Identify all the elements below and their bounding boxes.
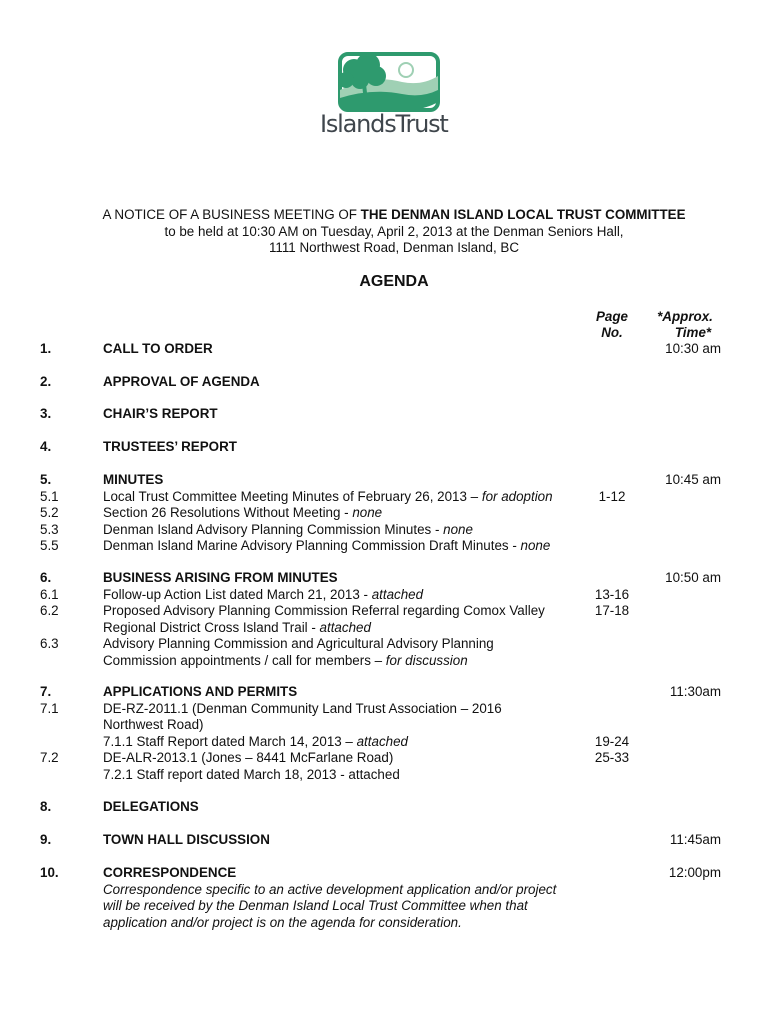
sub-item-note: none — [520, 538, 551, 553]
item-title: APPLICATIONS AND PERMITS — [103, 684, 298, 699]
page-number: 1-12 — [598, 488, 626, 504]
item-number: 2. — [40, 374, 52, 389]
item-title: DELEGATIONS — [103, 799, 199, 814]
time-column-header — [648, 309, 722, 340]
page-number: 19-24 — [594, 733, 630, 749]
agenda-item-3 — [40, 406, 730, 423]
sub-item-7-2 — [40, 750, 730, 767]
item-time: 12:00pm — [668, 865, 721, 880]
item-number: 5. — [40, 472, 52, 487]
agenda-title: AGENDA — [359, 273, 429, 290]
item-time: 10:45 am — [665, 472, 721, 487]
page-column-header — [590, 309, 634, 340]
sub-item-note: none — [352, 505, 383, 520]
sub-item-text: Denman Island Advisory Planning Commission Minutes - — [103, 521, 444, 537]
agenda-item-6 — [40, 570, 730, 669]
item-title: TOWN HALL DISCUSSION — [103, 832, 270, 847]
page-header-line-1: Page — [595, 309, 628, 324]
sub-item-text: Commission appointments / call for members – — [103, 652, 386, 668]
sub-item-number: 6.1 — [40, 586, 59, 602]
item-title: CALL TO ORDER — [103, 341, 213, 356]
sub-item-number: 7.1 — [40, 700, 59, 716]
sub-item-number: 6.3 — [40, 636, 59, 651]
sub-item-text: Regional District Cross Island Trail - — [103, 619, 320, 635]
sub-item-number: 5.3 — [40, 521, 59, 537]
item-title: CHAIR’S REPORT — [103, 406, 218, 421]
agenda-item-1 — [40, 341, 730, 358]
agenda-item-5 — [40, 472, 730, 555]
item-description: application and/or project is on the agenda for consideration. — [103, 914, 462, 930]
page-number: 25-33 — [594, 750, 630, 765]
item-title: CORRESPONDENCE — [103, 865, 237, 880]
item-number: 7. — [40, 684, 52, 699]
sub-item-text: Section 26 Resolutions Without Meeting - — [103, 505, 353, 520]
page-number: 17-18 — [594, 603, 630, 618]
item-number: 8. — [40, 799, 52, 814]
sub-item-text: Northwest Road) — [103, 717, 204, 732]
agenda-item-7 — [40, 684, 730, 783]
agenda-item-10 — [40, 865, 730, 931]
sub-item-7-1 — [40, 701, 730, 718]
item-number: 6. — [40, 570, 52, 585]
item-title: TRUSTEES’ REPORT — [103, 439, 237, 454]
item-number: 9. — [40, 832, 52, 847]
sub-item-text: 7.1.1 Staff Report dated March 14, 2013 – — [103, 733, 357, 749]
notice-line-2: to be held at 10:30 AM on Tuesday, April 2, 2013 at the Denman Seniors Hall, — [164, 223, 624, 239]
agenda-item-8 — [40, 799, 730, 816]
item-number: 10. — [40, 865, 59, 880]
sub-item-text: Proposed Advisory Planning Commission Referral regarding Comox Valley — [103, 603, 545, 618]
item-number: 3. — [40, 406, 52, 421]
sub-item-5-5 — [40, 538, 730, 555]
sub-item-number: 5.2 — [40, 505, 59, 520]
sub-item-text: DE-RZ-2011.1 (Denman Community Land Trust Association – 2016 — [103, 700, 502, 716]
logo-wordmark: IslandsTrust — [320, 110, 448, 138]
sub-item-text: DE-ALR-2013.1 (Jones – 8441 McFarlane Road) — [103, 750, 394, 765]
sub-item-6-2-cont — [40, 620, 730, 637]
sub-item-6-3 — [40, 636, 730, 653]
item-title: APPROVAL OF AGENDA — [103, 374, 260, 389]
sub-item-note: for adoption — [481, 488, 553, 504]
sub-item-7-2-1 — [40, 767, 730, 784]
sub-item-6-1 — [40, 587, 730, 604]
sub-item-note: attached — [356, 733, 408, 749]
sub-item-5-1 — [40, 489, 730, 506]
item-time: 10:50 am — [665, 570, 721, 585]
time-header-line-1: *Approx. — [657, 309, 713, 324]
sub-item-7-1-1 — [40, 734, 730, 751]
sub-item-number: 7.2 — [40, 750, 59, 765]
notice-committee: THE DENMAN ISLAND LOCAL TRUST COMMITTEE — [360, 207, 686, 222]
sub-item-number: 5.5 — [40, 538, 59, 553]
sub-item-5-3 — [40, 522, 730, 539]
agenda-item-2 — [40, 374, 730, 391]
item-time: 11:45am — [669, 832, 721, 847]
sub-item-text: 7.2.1 Staff report dated March 18, 2013 - attached — [103, 766, 400, 782]
item-time: 10:30 am — [665, 341, 721, 356]
item-description: Correspondence specific to an active development application and/or project — [103, 881, 557, 897]
sub-item-6-3-cont — [40, 653, 730, 670]
sub-item-7-1-cont — [40, 717, 730, 734]
item-title: BUSINESS ARISING FROM MINUTES — [103, 570, 338, 585]
sub-item-note: none — [443, 521, 473, 537]
time-header-line-2: Time* — [674, 324, 712, 340]
sub-item-6-2 — [40, 603, 730, 620]
sub-item-note: attached — [319, 619, 371, 635]
sub-item-5-2 — [40, 505, 730, 522]
item-title: MINUTES — [103, 472, 164, 487]
item-number: 4. — [40, 439, 52, 454]
page-header-line-2: No. — [601, 324, 623, 340]
item-number: 1. — [40, 341, 52, 356]
sub-item-text: Denman Island Marine Advisory Planning Commission Draft Minutes - — [103, 538, 521, 553]
notice-line-1 — [0, 207, 770, 224]
item-time: 11:30am — [669, 684, 721, 699]
sub-item-text: Advisory Planning Commission and Agricultural Advisory Planning — [103, 636, 494, 651]
sub-item-text: Local Trust Committee Meeting Minutes of February 26, 2013 – — [103, 488, 482, 504]
notice-prefix: A NOTICE OF A BUSINESS MEETING OF — [102, 207, 361, 222]
sub-item-number: 5.1 — [40, 488, 59, 504]
agenda-item-4 — [40, 439, 730, 456]
notice-line-3: 1111 Northwest Road, Denman Island, BC — [268, 240, 520, 256]
meeting-notice — [0, 207, 770, 257]
sub-item-note: attached — [371, 586, 424, 602]
agenda-item-9 — [40, 832, 730, 849]
sub-item-number: 6.2 — [40, 603, 59, 618]
item-description: will be received by the Denman Island Local Trust Committee when that — [103, 898, 528, 913]
page-number: 13-16 — [594, 586, 630, 602]
sub-item-note: for discussion — [385, 652, 468, 668]
sub-item-text: Follow-up Action List dated March 21, 2013 - — [103, 586, 372, 602]
islands-trust-emblem-icon — [332, 50, 442, 114]
